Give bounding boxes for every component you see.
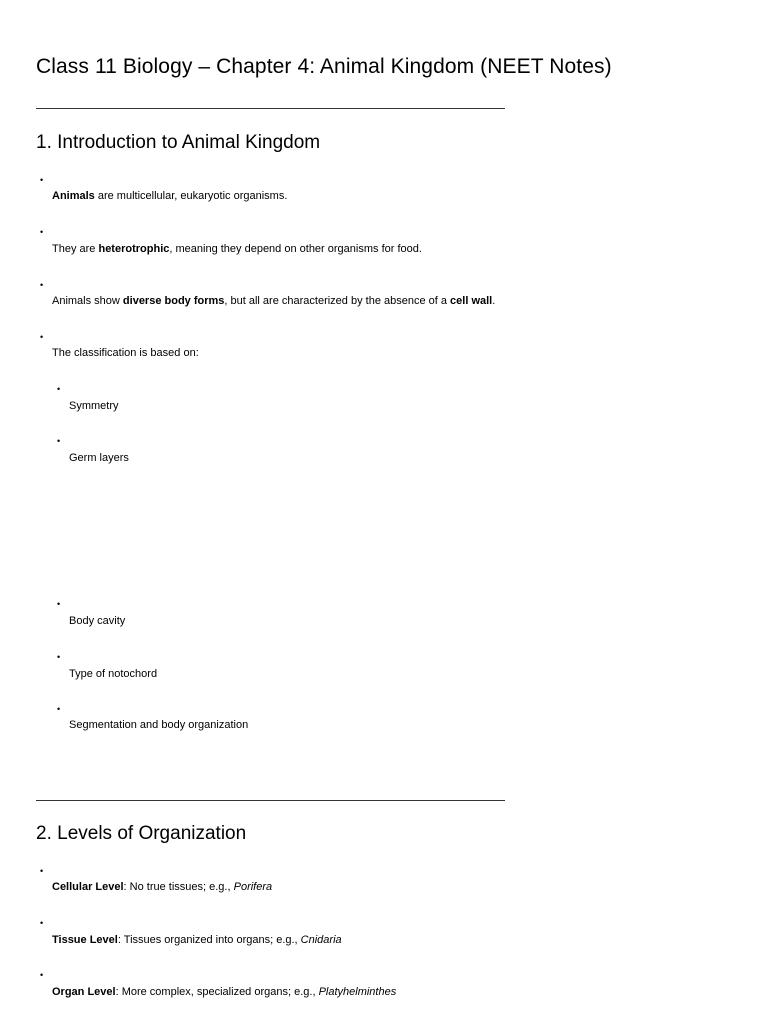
bullet-marker: • <box>40 332 44 342</box>
list-item-organ-level: Organ Level: More complex, specialized organs; e.g., Platyhelminthes <box>52 986 397 998</box>
sub-bullet-marker: • <box>57 652 61 662</box>
list-item-cellular-level: Cellular Level: No true tissues; e.g., Porifera <box>52 881 273 893</box>
sub-bullet-marker: • <box>57 384 61 394</box>
bullet-marker: • <box>40 918 44 928</box>
page-title: Class 11 Biology – Chapter 4: Animal Kingdom (NEET Notes) <box>36 55 612 78</box>
bullet-marker: • <box>40 866 44 876</box>
list-item-body-forms: Animals show diverse body forms, but all are characterized by the absence of a cell wall. <box>52 295 496 307</box>
divider <box>36 800 505 801</box>
list-item-heterotrophic: They are heterotrophic, meaning they depend on other organisms for food. <box>52 243 422 255</box>
divider <box>36 108 505 109</box>
bullet-marker: • <box>40 970 44 980</box>
bullet-marker: • <box>40 227 44 237</box>
list-item-animals: Animals are multicellular, eukaryotic organisms. <box>52 190 288 202</box>
list-item-tissue-level: Tissue Level: Tissues organized into organs; e.g., Cnidaria <box>52 934 342 946</box>
bullet-marker: • <box>40 280 44 290</box>
bullet-marker: • <box>40 175 44 185</box>
section-heading-levels: 2. Levels of Organization <box>36 823 247 844</box>
sublist-item-symmetry: Symmetry <box>69 400 119 412</box>
sub-bullet-marker: • <box>57 436 61 446</box>
sublist-item-body-cavity: Body cavity <box>69 615 126 627</box>
list-item-classification: The classification is based on: <box>52 347 199 359</box>
sublist-item-notochord: Type of notochord <box>69 668 158 680</box>
sub-bullet-marker: • <box>57 704 61 714</box>
section-heading-introduction: 1. Introduction to Animal Kingdom <box>36 132 321 153</box>
sublist-item-germ-layers: Germ layers <box>69 452 129 464</box>
sub-bullet-marker: • <box>57 599 61 609</box>
sublist-item-segmentation: Segmentation and body organization <box>69 719 249 731</box>
